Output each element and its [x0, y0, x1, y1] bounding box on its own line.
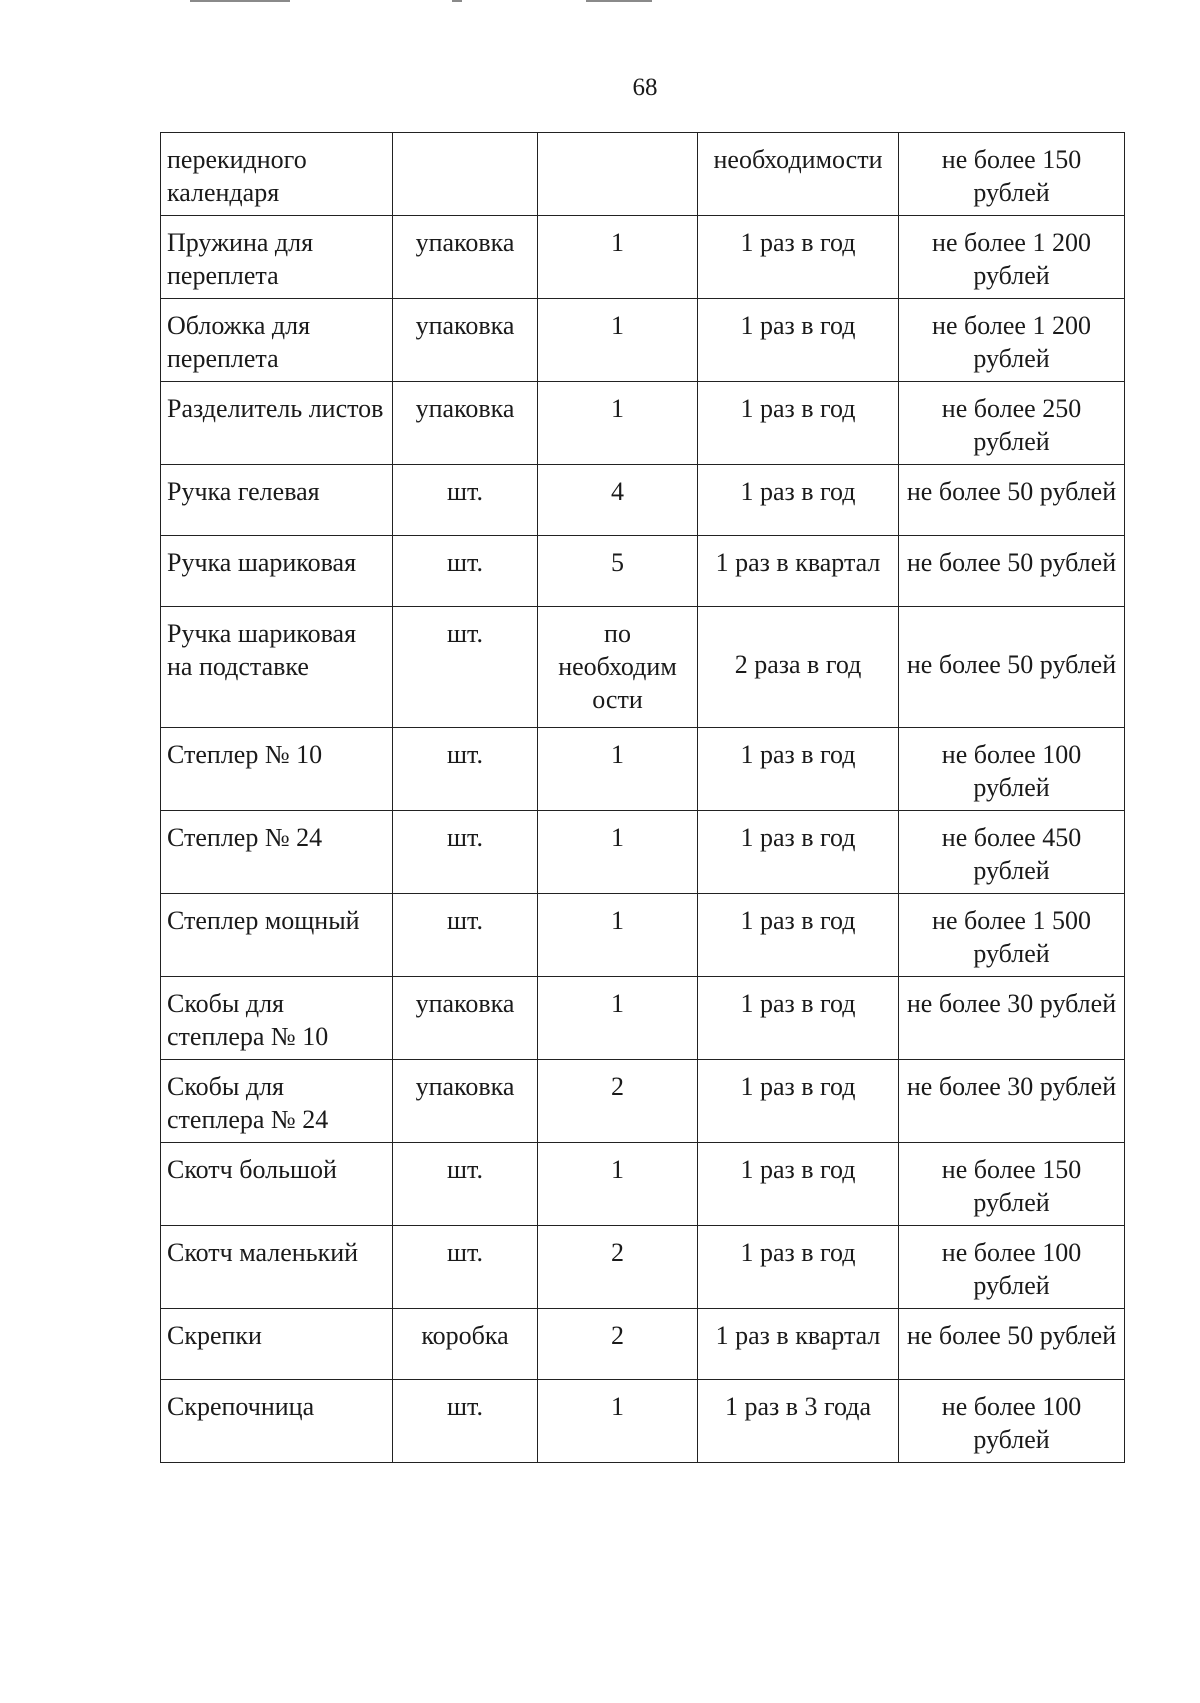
price-cell: не более 150 рублей — [899, 133, 1125, 216]
unit-cell — [393, 133, 538, 216]
unit-cell: шт. — [393, 811, 538, 894]
table-row — [161, 1226, 1125, 1309]
table-row — [161, 607, 1125, 728]
unit-cell: упаковка — [393, 977, 538, 1060]
frequency-cell: 1 раз в год — [698, 1226, 899, 1309]
item-name-cell: Пружина для переплета — [161, 216, 393, 299]
unit-cell: упаковка — [393, 382, 538, 465]
price-cell: не более 50 рублей — [899, 1309, 1125, 1380]
quantity-cell: 1 — [538, 894, 698, 977]
price-cell: не более 1 500 рублей — [899, 894, 1125, 977]
item-name-cell: Ручка шариковая на подставке — [161, 607, 393, 728]
quantity-cell: 4 — [538, 465, 698, 536]
quantity-cell: 1 — [538, 811, 698, 894]
unit-cell: шт. — [393, 894, 538, 977]
quantity-cell: 1 — [538, 728, 698, 811]
quantity-cell: 1 — [538, 216, 698, 299]
unit-cell: шт. — [393, 728, 538, 811]
unit-cell: шт. — [393, 1226, 538, 1309]
table-row — [161, 465, 1125, 536]
price-cell: не более 100 рублей — [899, 1380, 1125, 1463]
item-name-cell: Скотч маленький — [161, 1226, 393, 1309]
unit-cell: шт. — [393, 1380, 538, 1463]
item-name-cell: Ручка гелевая — [161, 465, 393, 536]
price-cell: не более 100 рублей — [899, 1226, 1125, 1309]
frequency-cell: 1 раз в год — [698, 1143, 899, 1226]
price-cell: не более 30 рублей — [899, 977, 1125, 1060]
quantity-cell: 2 — [538, 1226, 698, 1309]
table-row — [161, 977, 1125, 1060]
unit-cell: шт. — [393, 465, 538, 536]
unit-cell: упаковка — [393, 1060, 538, 1143]
unit-cell: шт. — [393, 1143, 538, 1226]
frequency-cell: 1 раз в квартал — [698, 1309, 899, 1380]
quantity-cell: 1 — [538, 299, 698, 382]
item-name-cell: Скрепочница — [161, 1380, 393, 1463]
frequency-cell: 1 раз в год — [698, 465, 899, 536]
unit-cell: упаковка — [393, 299, 538, 382]
item-name-cell: Обложка для переплета — [161, 299, 393, 382]
quantity-cell: по необходим ости — [538, 607, 698, 728]
quantity-cell: 5 — [538, 536, 698, 607]
item-name-cell: Степлер мощный — [161, 894, 393, 977]
frequency-cell: 1 раз в год — [698, 1060, 899, 1143]
frequency-cell: необходимости — [698, 133, 899, 216]
frequency-cell: 2 раза в год — [698, 607, 899, 728]
supplies-table-body — [161, 133, 1125, 1463]
quantity-cell: 1 — [538, 382, 698, 465]
quantity-cell: 2 — [538, 1060, 698, 1143]
table-row — [161, 1380, 1125, 1463]
table-row — [161, 299, 1125, 382]
scan-edge-marks — [0, 0, 1200, 4]
price-cell: не более 100 рублей — [899, 728, 1125, 811]
price-cell: не более 150 рублей — [899, 1143, 1125, 1226]
quantity-cell: 1 — [538, 1143, 698, 1226]
price-cell: не более 1 200 рублей — [899, 216, 1125, 299]
table-row — [161, 382, 1125, 465]
supplies-table — [160, 132, 1125, 1463]
table-row — [161, 1143, 1125, 1226]
table-row — [161, 1060, 1125, 1143]
item-name-cell: Степлер № 10 — [161, 728, 393, 811]
price-cell: не более 1 200 рублей — [899, 299, 1125, 382]
item-name-cell: Скрепки — [161, 1309, 393, 1380]
unit-cell: шт. — [393, 536, 538, 607]
frequency-cell: 1 раз в год — [698, 977, 899, 1060]
price-cell: не более 50 рублей — [899, 607, 1125, 728]
table-row — [161, 894, 1125, 977]
frequency-cell: 1 раз в год — [698, 811, 899, 894]
table-row — [161, 536, 1125, 607]
price-cell: не более 450 рублей — [899, 811, 1125, 894]
table-row — [161, 728, 1125, 811]
unit-cell: упаковка — [393, 216, 538, 299]
item-name-cell: Скотч большой — [161, 1143, 393, 1226]
frequency-cell: 1 раз в год — [698, 382, 899, 465]
quantity-cell: 1 — [538, 1380, 698, 1463]
frequency-cell: 1 раз в год — [698, 894, 899, 977]
frequency-cell: 1 раз в год — [698, 216, 899, 299]
frequency-cell: 1 раз в год — [698, 728, 899, 811]
quantity-cell: 1 — [538, 977, 698, 1060]
price-cell: не более 30 рублей — [899, 1060, 1125, 1143]
price-cell: не более 250 рублей — [899, 382, 1125, 465]
unit-cell: шт. — [393, 607, 538, 728]
quantity-cell — [538, 133, 698, 216]
table-row — [161, 133, 1125, 216]
item-name-cell: Разделитель листов — [161, 382, 393, 465]
frequency-cell: 1 раз в квартал — [698, 536, 899, 607]
item-name-cell: Ручка шариковая — [161, 536, 393, 607]
frequency-cell: 1 раз в год — [698, 299, 899, 382]
price-cell: не более 50 рублей — [899, 536, 1125, 607]
page-number: 68 — [632, 74, 658, 101]
item-name-cell: Скобы для степлера № 10 — [161, 977, 393, 1060]
table-row — [161, 811, 1125, 894]
quantity-cell: 2 — [538, 1309, 698, 1380]
table-row — [161, 1309, 1125, 1380]
table-row — [161, 216, 1125, 299]
unit-cell: коробка — [393, 1309, 538, 1380]
price-cell: не более 50 рублей — [899, 465, 1125, 536]
item-name-cell: Степлер № 24 — [161, 811, 393, 894]
item-name-cell: Скобы для степлера № 24 — [161, 1060, 393, 1143]
item-name-cell: перекидного календаря — [161, 133, 393, 216]
frequency-cell: 1 раз в 3 года — [698, 1380, 899, 1463]
